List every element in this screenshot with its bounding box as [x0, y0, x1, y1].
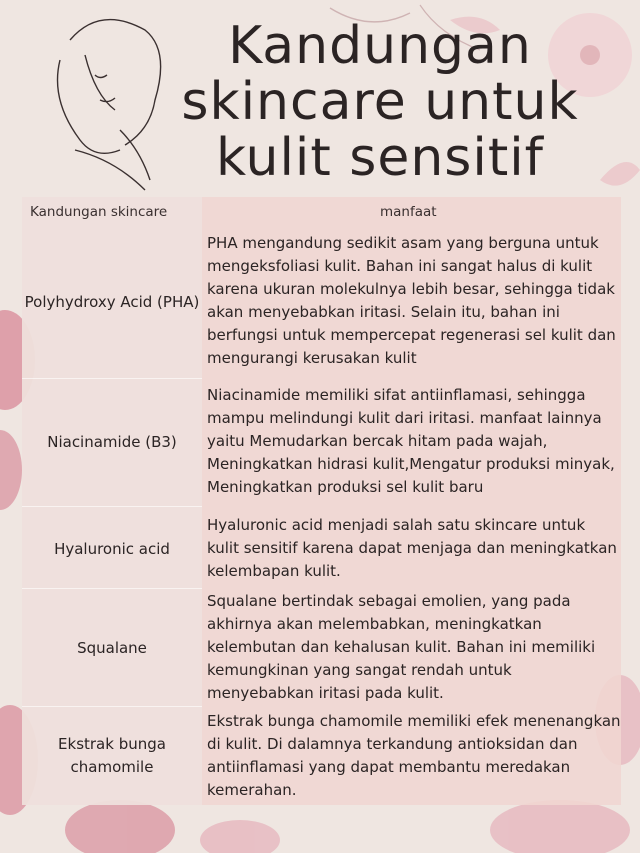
ingredient-description: Niacinamide memiliki sifat antiinflamasi, sehingga mampu melindungi kulit dari iritasi. manfaat lainnya yaitu Memudarkan bercak hitam pada wajah, Meningkatkan hidrasi kulit,Mengatur produksi minyak, Meningkatkan produksi sel kulit baru [207, 386, 615, 496]
ingredient-name: Polyhydroxy Acid (PHA) [24, 292, 200, 311]
ingredient-name: Hyaluronic acid [54, 539, 170, 558]
ingredient-name: Ekstrak bunga chamomile [58, 735, 166, 776]
page-title [120, 18, 640, 186]
ingredient-description: PHA mengandung sedikit asam yang berguna untuk mengeksfoliasi kulit. Bahan ini sangat halus di kulit karena ukuran molekulnya lebih besar, sehingga tidak akan menyebabkan iritasi. Selain itu, bahan ini berfungsi untuk mempercepat regenerasi sel kulit dan mengurangi kerusakan kulit [207, 234, 616, 367]
row-divider [22, 378, 202, 379]
ingredient-description: Hyaluronic acid menjadi salah satu skincare untuk kulit sensitif karena dapat menjaga dan meningkatkan kelembapan kulit. [207, 516, 617, 580]
title-line: skincare untuk [181, 72, 579, 132]
row-divider [22, 588, 202, 589]
ingredient-name: Niacinamide (B3) [47, 432, 177, 451]
row-divider [22, 506, 202, 507]
title-line: Kandungan [228, 16, 532, 76]
ingredient-description: Ekstrak bunga chamomile memiliki efek menenangkan di kulit. Di dalamnya terkandung antioksidan dan antiinflamasi yang dapat membantu meredakan kemerahan. [207, 712, 621, 799]
ingredient-description: Squalane bertindak sebagai emolien, yang pada akhirnya akan melembabkan, meningkatkan kelembutan dan kehalusan kulit. Bahan ini memiliki kemungkinan yang sangat rendah untuk menyebabkan iritasi pada kulit. [207, 592, 596, 702]
ingredient-name: Squalane [77, 638, 147, 657]
row-divider [22, 706, 202, 707]
column-header-benefit: manfaat [380, 204, 437, 220]
title-line: kulit sensitif [215, 128, 544, 188]
column-header-ingredient: Kandungan skincare [30, 204, 168, 220]
